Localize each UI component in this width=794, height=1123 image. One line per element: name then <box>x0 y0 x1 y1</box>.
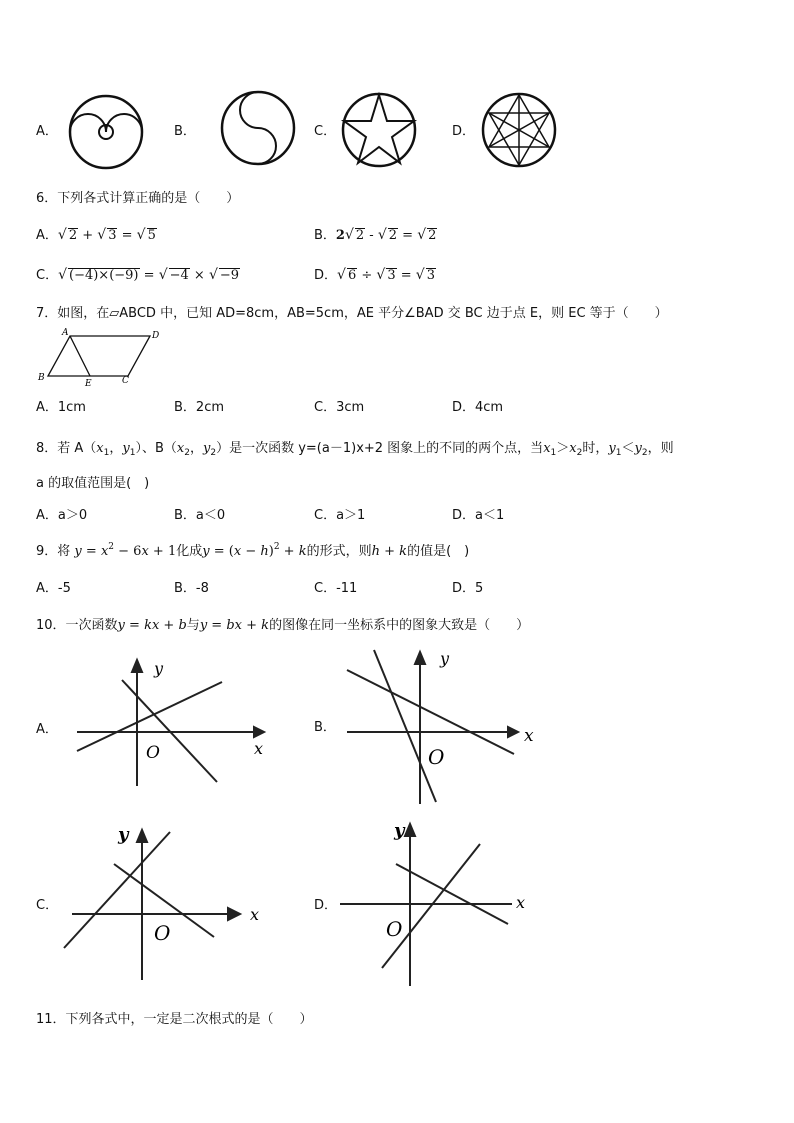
q6-option-b: B．2√ 2 - √ 2 = √ 2 <box>314 227 437 243</box>
q5-option-d-label: D． <box>452 124 476 139</box>
q6-option-c: C．√ (−4)×(−9) = √ −4 × √ −9 <box>36 267 240 283</box>
q7-option-c: C．3cm <box>314 400 365 415</box>
q10-d-origin-label: O <box>386 917 403 941</box>
q8-stem-line2: a 的取值范围是( ) <box>36 476 150 491</box>
q10-d-x-label: x <box>516 893 526 912</box>
q5-figure-c <box>341 92 417 168</box>
q9-option-a: A．-5 <box>36 581 71 596</box>
q9-stem: 9．将 $y = x^2 - 6x + 1$化成$y = (x - h)^2 + k$的形式，则h + k的值是( ) <box>36 542 470 559</box>
q5-option-a-label: A． <box>36 124 58 139</box>
q10-c-origin-label: O <box>154 921 171 945</box>
q10-option-c-label: C． <box>36 898 59 913</box>
q10-c-y-label: y <box>118 824 129 845</box>
q7-option-d: D．4cm <box>452 400 504 415</box>
q10-graph-d <box>336 816 536 988</box>
q5-option-b-label: B． <box>174 124 196 139</box>
q10-d-y-label: y <box>394 820 405 841</box>
q8-option-c: C．a＞1 <box>314 508 366 523</box>
q5-figure-a <box>68 94 144 170</box>
q11-stem: 11．下列各式中，一定是二次根式的是（ ） <box>36 1012 313 1027</box>
q8-option-b: B．a＜0 <box>174 508 226 523</box>
q10-b-y-label: y <box>440 649 450 668</box>
q10-graph-b <box>342 646 542 806</box>
q7-label-c: C <box>122 376 129 386</box>
q5-option-c-label: C． <box>314 124 337 139</box>
q8-option-a: A．a＞0 <box>36 508 88 523</box>
q10-stem: 10．一次函数y = kx + b与y = bx + k的图像在同一坐标系中的图象大致是（ ） <box>36 618 530 633</box>
q10-option-b-label: B． <box>314 720 336 735</box>
q10-b-origin-label: O <box>428 745 445 769</box>
q7-option-a: A．1cm <box>36 400 86 415</box>
q7-label-d: D <box>152 331 160 341</box>
q7-stem: 7．如图，在▱ABCD 中，已知 AD=8cm，AB=5cm，AE 平分∠BAD 交 BC 边于点 E，则 EC 等于（ ） <box>36 306 668 321</box>
q10-option-a-label: A． <box>36 722 58 737</box>
q10-graph-c <box>62 822 272 982</box>
q9-option-b: B．-8 <box>174 581 209 596</box>
q7-parallelogram-figure <box>36 326 166 388</box>
q10-graph-a <box>72 656 272 791</box>
q6-option-a: A．√ 2 + √ 3 = √ 5 <box>36 227 156 243</box>
q6-stem: 6．下列各式计算正确的是（ ） <box>36 191 240 206</box>
q7-label-e: E <box>85 379 92 389</box>
q5-figure-d <box>481 92 557 168</box>
q6-option-d: D．√ 6 ÷ √ 3 = √ 3 <box>314 267 435 283</box>
q8-option-d: D．a＜1 <box>452 508 505 523</box>
q7-label-b: B <box>38 373 45 383</box>
q7-option-b: B．2cm <box>174 400 225 415</box>
q5-figure-b <box>220 90 296 166</box>
q9-option-c: C．-11 <box>314 581 358 596</box>
q10-option-d-label: D． <box>314 898 338 913</box>
q10-a-y-label: y <box>154 659 164 678</box>
q10-a-origin-label: O <box>146 743 160 763</box>
q10-a-x-label: x <box>254 739 264 758</box>
q10-b-x-label: x <box>524 726 534 746</box>
q8-stem: 8．若 $A(x_1$，$y_1$）、$B(x_2$，$y_2$）是一次函数 y=(a－1)x+2 图象上的不同的两个点，当$x_1>x_2$时，$y_1<y_2$，则 <box>36 441 674 458</box>
q10-c-x-label: x <box>250 905 260 924</box>
q9-option-d: D．5 <box>452 581 484 596</box>
q7-label-a: A <box>62 328 69 338</box>
